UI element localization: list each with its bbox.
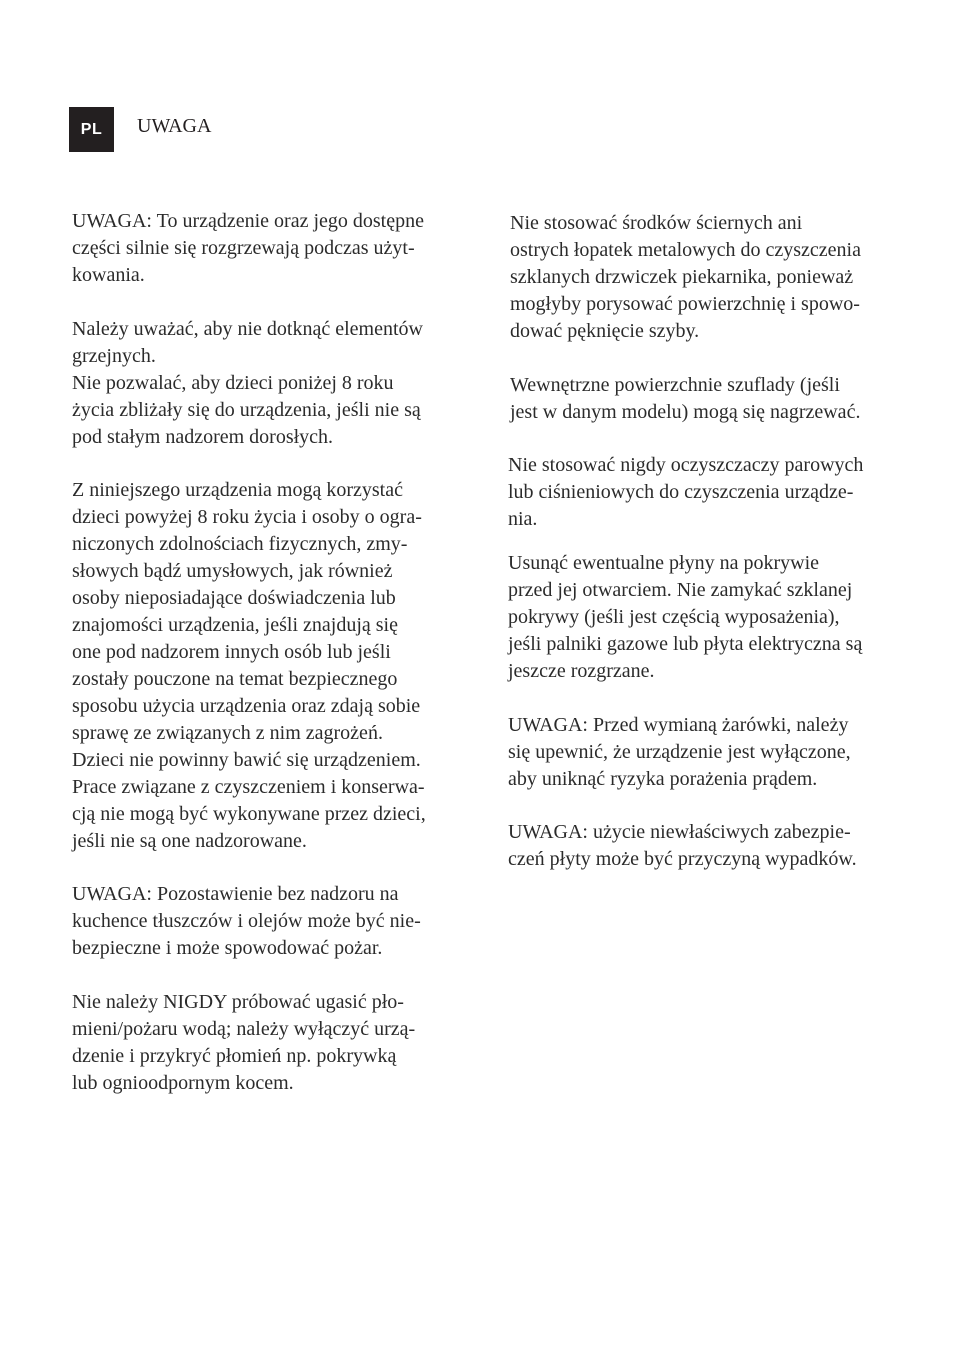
language-badge: PL xyxy=(69,107,114,152)
fire-extinguish-paragraph: Nie należy NIGDY próbować ugasić pło- mieni/pożaru wodą; należy wyłączyć urzą- dzenie i przykryć płomień np. pokrywką lub ognioodpornym kocem. xyxy=(72,991,416,1094)
heating-elements-children-paragraph: Należy uważać, aby nie dotknąć elementów grzejnych. Nie pozwalać, aby dzieci poniżej 8 roku życia zbliżały się do urządzenia, jeśli nie są pod stałym nadzorem dorosłych. xyxy=(72,318,423,448)
lid-liquids-paragraph: Usunąć ewentualne płyny na pokrywie przed jej otwarciem. Nie zamykać szklanej pokrywy (jeśli jest częścią wyposażenia), jeśli palniki gazowe lub płyta elektryczna są jeszcze rozgrzane. xyxy=(508,552,863,682)
fat-oil-warning-paragraph: UWAGA: Pozostawienie bez nadzoru na kuchence tłuszczów i olejów może być nie- bezpieczne i może spowodować pożar. xyxy=(72,883,421,959)
steam-cleaners-paragraph: Nie stosować nigdy oczyszczaczy parowych lub ciśnieniowych do czyszczenia urządze- nia. xyxy=(508,454,864,530)
drawer-surfaces-paragraph: Wewnętrzne powierzchnie szuflady (jeśli jest w danym modelu) mogą się nagrzewać. xyxy=(510,374,861,423)
hob-guards-paragraph: UWAGA: użycie niewłaściwych zabezpie- czeń płyty może być przyczyną wypadków. xyxy=(508,821,857,870)
warning-hot-parts-paragraph: UWAGA: To urządzenie oraz jego dostępne części silnie się rozgrzewają podczas użyt- kowania. xyxy=(72,210,424,286)
abrasive-cleaners-paragraph: Nie stosować środków ściernych ani ostrych łopatek metalowych do czyszczenia szklanych drzwiczek piekarnika, ponieważ mogłyby porysować powierzchnię i spowo- dować pęknięcie szyby. xyxy=(510,212,861,342)
section-title: UWAGA xyxy=(137,115,212,137)
usage-by-children-paragraph: Z niniejszego urządzenia mogą korzystać dzieci powyżej 8 roku życia i osoby o ogra- niczonych zdolnościach fizycznych, zmy- słowych bądź umysłowych, jak również osoby nieposiadające doświadczenia lub znajomości urządzenia, jeśli znajdują się one pod nadzorem innych osób lub jeśli zostały pouczone na temat bezpiecznego sposobu użycia urządzenia oraz zdają sobie sprawę ze związanych z nim zagrożeń. Dzieci nie powinny bawić się urządzeniem. Prace związane z czyszczeniem i konserwa- cją nie mogą być wykonywane przez dzieci, jeśli nie są one nadzorowane. xyxy=(72,479,426,852)
bulb-replacement-paragraph: UWAGA: Przed wymianą żarówki, należy się upewnić, że urządzenie jest wyłączone, aby uniknąć ryzyka porażenia prądem. xyxy=(508,714,851,790)
